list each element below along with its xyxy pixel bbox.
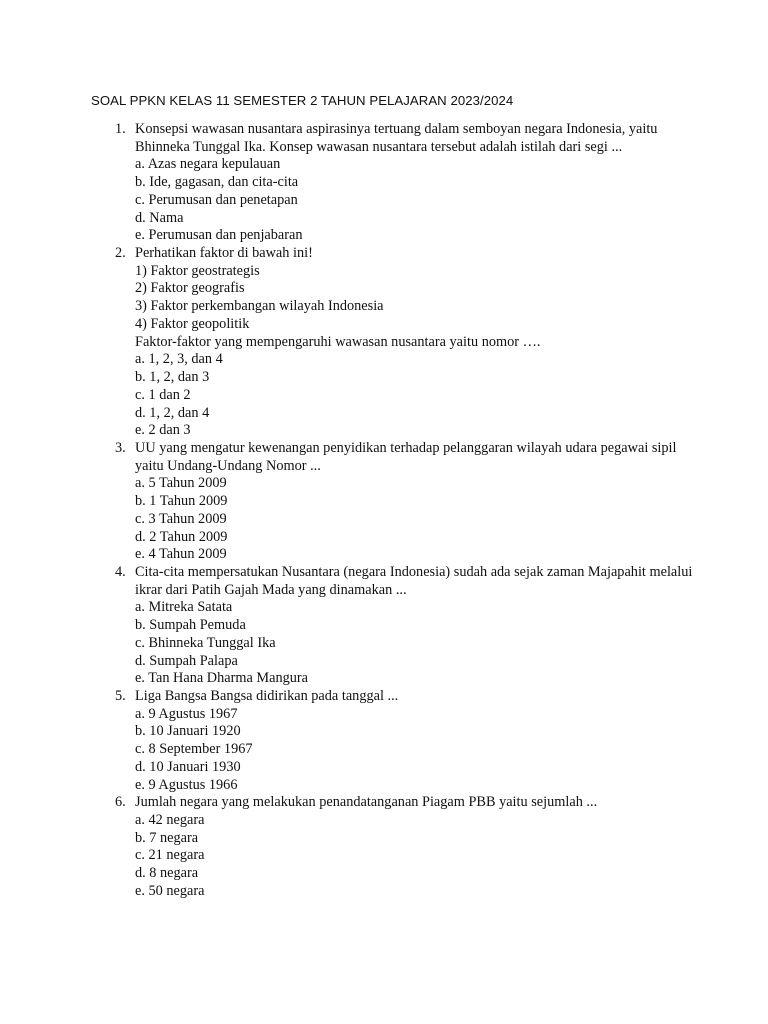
- answer-option-d: d. 8 negara: [135, 865, 199, 882]
- answer-option-d: d. 1, 2, dan 4: [135, 404, 210, 421]
- factor-item: 1) Faktor geostrategis: [135, 262, 260, 279]
- question-5: [0, 688, 768, 794]
- document-title: SOAL PPKN KELAS 11 SEMESTER 2 TAHUN PELAJARAN 2023/2024: [91, 93, 514, 108]
- question-text-line: Cita-cita mempersatukan Nusantara (negara Indonesia) sudah ada sejak zaman Majapahit melalui: [135, 563, 693, 580]
- question-number: 3.: [115, 439, 126, 456]
- question-6: [0, 794, 768, 900]
- answer-option-a: a. 5 Tahun 2009: [135, 475, 227, 492]
- factor-item: 2) Faktor geografis: [135, 280, 245, 297]
- question-list: [0, 121, 768, 901]
- question-text-line: Liga Bangsa Bangsa didirikan pada tanggal ...: [135, 688, 399, 704]
- question-text-line: Konsepsi wawasan nusantara aspirasinya tertuang dalam semboyan negara Indonesia, yaitu: [135, 121, 658, 137]
- question-1: [0, 121, 768, 245]
- answer-option-c: c. Bhinneka Tunggal Ika: [135, 634, 276, 651]
- answer-option-a: a. 1, 2, 3, dan 4: [135, 351, 223, 368]
- answer-option-e: e. Tan Hana Dharma Mangura: [135, 670, 309, 687]
- question-text-line: UU yang mengatur kewenangan penyidikan terhadap pelanggaran wilayah udara pegawai sipil: [135, 439, 677, 456]
- factor-item: 3) Faktor perkembangan wilayah Indonesia: [135, 298, 384, 315]
- answer-option-b: b. Ide, gagasan, dan cita-cita: [135, 174, 299, 191]
- question-number: 5.: [115, 688, 126, 704]
- answer-option-c: c. 21 negara: [135, 847, 205, 864]
- answer-option-b: b. 1 Tahun 2009: [135, 493, 228, 510]
- question-4: [0, 564, 768, 688]
- answer-option-e: e. 9 Agustus 1966: [135, 776, 238, 793]
- question-number: 4.: [115, 563, 126, 580]
- answer-option-a: a. Azas negara kepulauan: [135, 156, 281, 173]
- answer-option-d: d. Nama: [135, 209, 184, 226]
- question-3: [0, 440, 768, 564]
- answer-option-d: d. 2 Tahun 2009: [135, 528, 228, 545]
- answer-option-c: c. Perumusan dan penetapan: [135, 191, 298, 208]
- answer-option-b: b. Sumpah Pemuda: [135, 617, 246, 634]
- answer-option-a: a. 9 Agustus 1967: [135, 705, 238, 722]
- question-number: 1.: [115, 121, 126, 137]
- answer-option-c: c. 1 dan 2: [135, 386, 191, 403]
- answer-option-d: d. 10 Januari 1930: [135, 758, 241, 775]
- question-2: [0, 245, 768, 440]
- answer-option-e: e. 50 negara: [135, 882, 205, 899]
- question-text-line: Perhatikan faktor di bawah ini!: [135, 245, 313, 262]
- answer-option-e: e. Perumusan dan penjabaran: [135, 227, 303, 244]
- question-number: 6.: [115, 794, 126, 811]
- question-number: 2.: [115, 245, 126, 262]
- answer-option-b: b. 10 Januari 1920: [135, 723, 241, 740]
- question-followup: Faktor-faktor yang mempengaruhi wawasan nusantara yaitu nomor ….: [135, 333, 541, 350]
- answer-option-d: d. Sumpah Palapa: [135, 652, 238, 669]
- question-text-line: Jumlah negara yang melakukan penandatanganan Piagam PBB yaitu sejumlah ...: [135, 794, 598, 811]
- answer-option-a: a. Mitreka Satata: [135, 599, 233, 616]
- answer-option-a: a. 42 negara: [135, 812, 205, 829]
- answer-option-e: e. 2 dan 3: [135, 422, 191, 439]
- answer-option-b: b. 1, 2, dan 3: [135, 369, 210, 386]
- question-text-line: ikrar dari Patih Gajah Mada yang dinamakan ...: [135, 581, 407, 598]
- answer-option-c: c. 3 Tahun 2009: [135, 510, 227, 527]
- answer-option-c: c. 8 September 1967: [135, 741, 253, 758]
- factor-item: 4) Faktor geopolitik: [135, 315, 250, 332]
- answer-option-b: b. 7 negara: [135, 829, 199, 846]
- question-text-line: Bhinneka Tunggal Ika. Konsep wawasan nusantara tersebut adalah istilah dari segi ...: [135, 138, 623, 155]
- answer-option-e: e. 4 Tahun 2009: [135, 546, 227, 563]
- question-text-line: yaitu Undang-Undang Nomor ...: [135, 457, 321, 474]
